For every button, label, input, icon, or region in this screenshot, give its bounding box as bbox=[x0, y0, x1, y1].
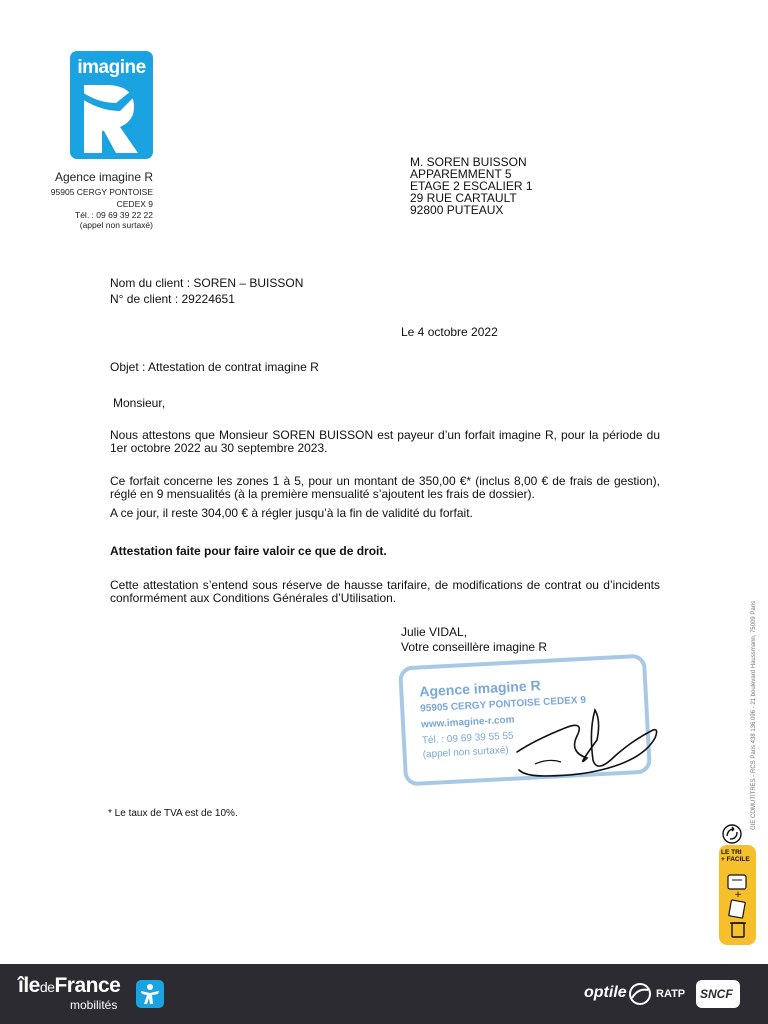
logo-word: imagine bbox=[77, 57, 146, 78]
idf-logo-word bbox=[18, 974, 120, 998]
agency-phone: Tél. : 09 69 39 22 22 bbox=[75, 210, 153, 220]
paragraph-remaining: A ce jour, il reste 304,00 € à régler jusqu’à la fin de validité du forfait. bbox=[110, 506, 473, 520]
idf-person-icon bbox=[136, 980, 164, 1008]
recipient-line: APPAREMMENT 5 bbox=[410, 167, 512, 181]
tri-pictograms-icon bbox=[725, 871, 751, 941]
client-number: N° de client : 29224651 bbox=[110, 292, 235, 306]
letter-date: Le 4 octobre 2022 bbox=[401, 325, 498, 339]
salutation: Monsieur, bbox=[113, 396, 166, 410]
recycle-icon bbox=[722, 824, 742, 844]
stamp-phone: Tél. : 09 69 39 55 55 bbox=[421, 730, 514, 747]
tri-info-badge bbox=[719, 845, 756, 945]
paragraph-attestation: Nous attestons que Monsieur SOREN BUISSON est payeur d’un forfait imagine R, pour la période du 1er octobre 2022 au 30 septembre 2023. bbox=[110, 428, 660, 455]
recipient-address bbox=[410, 156, 533, 216]
agency-phone-note: (appel non surtaxé) bbox=[79, 220, 153, 230]
paragraph-valid: Attestation faite pour faire valoir ce que de droit. bbox=[110, 544, 387, 558]
recipient-line: 29 RUE CARTAULT bbox=[410, 191, 517, 205]
signature-icon bbox=[505, 700, 665, 790]
stamp-address: 95905 CERGY PONTOISE CEDEX 9 bbox=[419, 694, 587, 715]
tri-line2: + FACILE bbox=[721, 856, 750, 863]
stamp-web: www.imagine-r.com bbox=[420, 714, 515, 731]
agency-city: 95905 CERGY PONTOISE bbox=[50, 187, 153, 197]
sncf-logo: SNCF bbox=[700, 987, 733, 1001]
signer-name: Julie VIDAL, bbox=[401, 625, 468, 639]
ratp-icon bbox=[628, 982, 654, 1006]
letter-subject: Objet : Attestation de contrat imagine R bbox=[110, 360, 319, 374]
recipient-line: M. SOREN BUISSON bbox=[410, 155, 527, 169]
idf-de: de bbox=[39, 979, 55, 995]
client-name: Nom du client : SOREN – BUISSON bbox=[110, 276, 304, 290]
paragraph-zones: Ce forfait concerne les zones 1 à 5, pour un montant de 350,00 €* (inclus 8,00 € de frais de gestion), réglé en 9 mensualités (à la première mensualité s’ajoutent les frais de dossier). bbox=[110, 474, 660, 501]
logo-r-icon bbox=[76, 81, 148, 155]
tri-line1: LE TRI bbox=[721, 849, 742, 856]
footer-bar bbox=[0, 964, 768, 1024]
agency-cedex: CEDEX 9 bbox=[116, 199, 153, 209]
sncf-badge bbox=[696, 980, 740, 1008]
optile-logo: optile bbox=[584, 984, 627, 1001]
legal-side-text: GIE COMUTITRES - RCS Paris 438 136 096 - 21 boulevard Haussmann, 75009 Paris bbox=[751, 600, 757, 830]
agency-name: Agence imagine R bbox=[54, 170, 153, 184]
imagine-r-logo bbox=[70, 51, 153, 159]
footnote: * Le taux de TVA est de 10%. bbox=[108, 808, 238, 819]
signer-role: Votre conseillère imagine R bbox=[401, 640, 548, 654]
stamp-note: (appel non surtaxé) bbox=[422, 744, 510, 761]
ratp-logo: RATP bbox=[656, 988, 686, 1000]
recipient-line: 92800 PUTEAUX bbox=[410, 203, 504, 217]
paragraph-conditions: Cette attestation s’entend sous réserve de hausse tarifaire, de modifications de contrat ou d’incidents conformément aux Conditions Générales d’Utilisation. bbox=[110, 578, 660, 605]
idf-mobilites: mobilités bbox=[70, 998, 118, 1012]
svg-text:+: + bbox=[734, 890, 742, 900]
recipient-line: ETAGE 2 ESCALIER 1 bbox=[410, 179, 533, 193]
stamp-title: Agence imagine R bbox=[418, 677, 541, 700]
idf-france: France bbox=[54, 974, 121, 997]
idf-ile: île bbox=[18, 974, 40, 997]
